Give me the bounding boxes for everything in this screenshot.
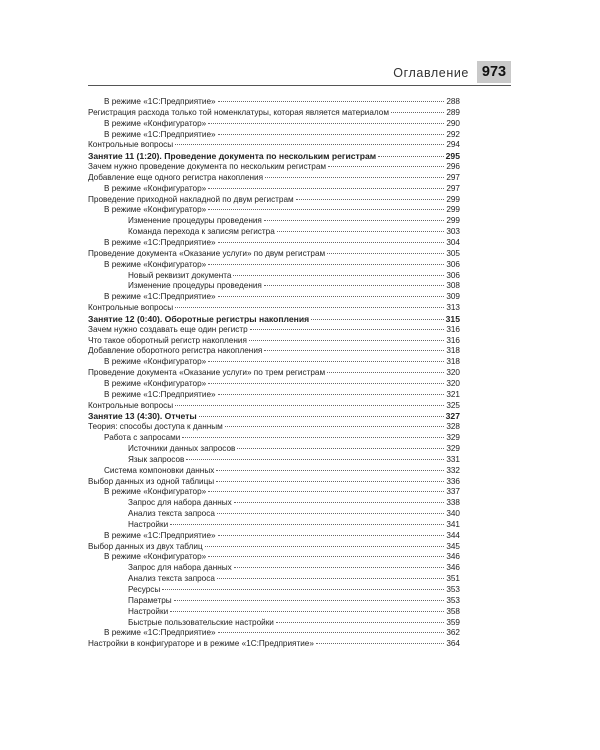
toc-entry-page: 295 [445, 151, 460, 162]
toc-entry-title: В режиме «1С:Предприятие» [104, 292, 216, 302]
dot-leader [218, 535, 445, 536]
toc-entry-row [88, 368, 460, 379]
header-title: Оглавление [393, 66, 469, 80]
toc-entry-row [88, 108, 460, 119]
toc-entry-title: Параметры [128, 595, 172, 605]
toc-entry-page: 345 [446, 541, 460, 551]
dot-leader [208, 383, 444, 384]
toc-entry-title: Регистрация расхода только той номенклатуры, которая является материалом [88, 107, 389, 117]
dot-leader [162, 589, 444, 590]
toc-entry-row [88, 119, 460, 130]
dot-leader [208, 188, 444, 189]
toc-entry-row [88, 195, 460, 206]
dot-leader [237, 448, 444, 449]
toc-entry-row [88, 433, 460, 444]
toc-entry-page: 297 [446, 172, 460, 182]
dot-leader [316, 643, 444, 644]
toc-entry-row [88, 390, 460, 401]
toc-entry-page: 346 [446, 563, 460, 573]
toc-entry-title: В режиме «Конфигуратор» [104, 378, 207, 388]
toc-entry-title: Занятие 11 (1:20). Проведение документа по нескольким регистрам [88, 151, 377, 162]
toc-entry-row [88, 520, 460, 531]
toc-entry-title: Новый реквизит документа [128, 270, 232, 280]
dot-leader [264, 220, 444, 221]
dot-leader [182, 437, 444, 438]
toc-entry-page: 338 [446, 498, 460, 508]
dot-leader [208, 123, 444, 124]
dot-leader [175, 144, 444, 145]
toc-entry-row [88, 618, 460, 629]
dot-leader [378, 156, 444, 157]
header-rule [88, 85, 511, 86]
toc-chapter-row [88, 314, 460, 325]
dot-leader [277, 231, 445, 232]
toc-entry-page: 329 [446, 433, 460, 443]
toc-entry-row [88, 303, 460, 314]
toc-entry-row [88, 336, 460, 347]
toc-entry-title: Контрольные вопросы [88, 303, 174, 313]
toc-entry-page: 328 [446, 422, 460, 432]
toc-entry-page: 346 [446, 552, 460, 562]
toc-entry-title: Выбор данных из двух таблиц [88, 541, 203, 551]
toc-entry-page: 325 [446, 400, 460, 410]
toc-entry-page: 309 [446, 292, 460, 302]
toc-entry-page: 329 [446, 444, 460, 453]
dot-leader [264, 285, 444, 286]
toc-entry-row [88, 585, 460, 596]
toc-entry-page: 299 [446, 194, 460, 204]
dot-leader [208, 264, 444, 265]
toc-entry-row [88, 542, 460, 553]
toc-entry-title: Команда перехода к записям регистра [128, 227, 275, 237]
toc-entry-title: Система компоновки данных [104, 465, 215, 475]
toc-entry-page: 304 [446, 237, 460, 247]
toc-entry-page: 359 [446, 617, 460, 627]
toc-entry-page: 327 [445, 411, 460, 422]
toc-entry-title: Язык запросов [128, 454, 185, 464]
toc-entry-title: Теория: способы доступа к данным [88, 422, 223, 432]
toc-entry-row [88, 173, 460, 184]
dot-leader [328, 166, 444, 167]
toc-entry-page: 332 [446, 465, 460, 475]
dot-leader [218, 296, 445, 297]
dot-leader [327, 372, 444, 373]
toc-entry-page: 358 [446, 606, 460, 616]
toc-entry-row [88, 227, 460, 238]
dot-leader [250, 329, 445, 330]
toc-entry-title: Работа с запросами [104, 433, 181, 443]
toc-entry-title: Запрос для набора данных [128, 563, 232, 573]
toc-entry-row [88, 281, 460, 292]
toc-entry-row [88, 466, 460, 477]
toc-entry-page: 288 [446, 97, 460, 106]
toc-entry-page: 292 [446, 129, 460, 139]
dot-leader [218, 101, 445, 102]
toc-entry-page: 308 [446, 281, 460, 291]
toc-entry-page: 316 [446, 324, 460, 334]
dot-leader [264, 350, 444, 351]
toc-entry-title: Что такое оборотный регистр накопления [88, 335, 247, 345]
toc-entry-row [88, 552, 460, 563]
toc-entry-title: Проведение приходной накладной по двум регистрам [88, 194, 294, 204]
toc-entry-row [88, 271, 460, 282]
dot-leader [174, 600, 445, 601]
toc-entry-page: 336 [446, 476, 460, 486]
toc-entry-title: В режиме «Конфигуратор» [104, 487, 207, 497]
toc-entry-page: 299 [446, 205, 460, 215]
toc-entry-row [88, 162, 460, 173]
toc-entry-page: 318 [446, 357, 460, 367]
toc-entry-page: 340 [446, 509, 460, 519]
dot-leader [327, 253, 444, 254]
dot-leader [217, 513, 444, 514]
toc-entry-row [88, 205, 460, 216]
toc-entry-title: Ресурсы [128, 584, 161, 594]
toc-entry-title: В режиме «1С:Предприятие» [104, 530, 216, 540]
dot-leader [208, 491, 444, 492]
dot-leader [218, 242, 445, 243]
running-header [88, 60, 511, 86]
toc-entry-title: Контрольные вопросы [88, 400, 174, 410]
toc-entry-page: 362 [446, 628, 460, 638]
toc-entry-row [88, 238, 460, 249]
toc-entry-row [88, 639, 460, 650]
dot-leader [216, 470, 444, 471]
toc-entry-title: Быстрые пользовательские настройки [128, 617, 274, 627]
toc-entry-page: 305 [446, 248, 460, 258]
dot-leader [276, 622, 444, 623]
toc-entry-title: Изменение процедуры проведения [128, 216, 262, 226]
toc-entry-row [88, 357, 460, 368]
toc-entry-page: 289 [446, 107, 460, 117]
toc-entry-page: 306 [446, 259, 460, 269]
toc-entry-row [88, 596, 460, 607]
toc-entry-title: Анализ текста запроса [128, 509, 215, 519]
toc-entry-row [88, 130, 460, 141]
toc-entry-row [88, 216, 460, 227]
toc-entry-page: 351 [446, 574, 460, 584]
toc-entry-page: 331 [446, 454, 460, 464]
dot-leader [234, 567, 445, 568]
dot-leader [217, 578, 444, 579]
dot-leader [249, 340, 444, 341]
dot-leader [296, 199, 445, 200]
toc-entry-title: Занятие 13 (4:30). Отчеты [88, 411, 197, 422]
toc-entry-page: 316 [446, 335, 460, 345]
dot-leader [170, 524, 444, 525]
toc-entry-row [88, 292, 460, 303]
toc-entry-title: Выбор данных из одной таблицы [88, 476, 215, 486]
toc-entry-page: 321 [446, 389, 460, 399]
toc-entry-title: Проведение документа «Оказание услуги» по трем регистрам [88, 368, 326, 378]
toc-chapter-row [88, 151, 460, 162]
toc-entry-title: Контрольные вопросы [88, 140, 174, 150]
toc-entry-row [88, 607, 460, 618]
toc-entry-title: В режиме «1С:Предприятие» [104, 237, 216, 247]
toc-entry-title: Анализ текста запроса [128, 574, 215, 584]
toc-entry-title: Изменение процедуры проведения [128, 281, 262, 291]
toc-entry-row [88, 531, 460, 542]
toc-entry-page: 290 [446, 118, 460, 128]
toc-entry-title: В режиме «Конфигуратор» [104, 183, 207, 193]
toc-entry-page: 344 [446, 530, 460, 540]
dot-leader [216, 481, 444, 482]
toc-entry-title: Настройки [128, 519, 169, 529]
toc-entry-row [88, 260, 460, 271]
dot-leader [234, 502, 445, 503]
toc-entry-title: Запрос для набора данных [128, 498, 232, 508]
toc-entry-title: В режиме «1С:Предприятие» [104, 97, 216, 106]
toc-entry-title: Занятие 12 (0:40). Оборотные регистры накопления [88, 313, 310, 324]
dot-leader [199, 416, 444, 417]
toc-entry-row [88, 346, 460, 357]
toc-entry-page: 296 [446, 162, 460, 172]
dot-leader [175, 405, 444, 406]
toc-entry-title: В режиме «Конфигуратор» [104, 118, 207, 128]
toc-entry-row [88, 401, 460, 412]
toc-entry-row [88, 249, 460, 260]
dot-leader [208, 209, 444, 210]
toc-entry-row [88, 455, 460, 466]
dot-leader [170, 611, 444, 612]
toc-entry-row [88, 628, 460, 639]
toc-entry-row [88, 140, 460, 151]
toc-entry-row [88, 477, 460, 488]
toc-entry-row [88, 563, 460, 574]
toc-entry-row [88, 97, 460, 108]
toc-entry-row [88, 379, 460, 390]
dot-leader [225, 426, 445, 427]
toc-entry-title: В режиме «1С:Предприятие» [104, 389, 216, 399]
dot-leader [175, 307, 444, 308]
toc-entry-row [88, 487, 460, 498]
toc-entry-title: Добавление оборотного регистра накопления [88, 346, 263, 356]
toc-entry-page: 337 [446, 487, 460, 497]
dot-leader [208, 361, 444, 362]
toc-entry-page: 306 [446, 270, 460, 280]
toc-entry-page: 320 [446, 378, 460, 388]
dot-leader [311, 319, 443, 320]
toc-entry-row [88, 574, 460, 585]
page-number: 973 [477, 61, 511, 83]
toc-entry-title: В режиме «1С:Предприятие» [104, 628, 216, 638]
toc-entry-title: Настройки в конфигураторе и в режиме «1С:Предприятие» [88, 639, 314, 649]
toc-chapter-row [88, 411, 460, 422]
toc-entry-row [88, 509, 460, 520]
dot-leader [218, 632, 445, 633]
toc-entry-page: 318 [446, 346, 460, 356]
toc-entry-title: В режиме «Конфигуратор» [104, 259, 207, 269]
toc-entry-title: Проведение документа «Оказание услуги» по двум регистрам [88, 248, 326, 258]
toc-entry-row [88, 325, 460, 336]
toc-entry-title: В режиме «Конфигуратор» [104, 552, 207, 562]
toc-entry-title: В режиме «Конфигуратор» [104, 205, 207, 215]
dot-leader [186, 459, 444, 460]
toc-entry-page: 297 [446, 183, 460, 193]
toc-entry-page: 294 [446, 140, 460, 150]
toc-entry-title: Зачем нужно создавать еще один регистр [88, 324, 248, 334]
dot-leader [265, 177, 444, 178]
dot-leader [208, 556, 444, 557]
toc-entry-page: 320 [446, 368, 460, 378]
toc-entry-page: 299 [446, 216, 460, 226]
toc-entry-row [88, 184, 460, 195]
toc-entry-title: В режиме «Конфигуратор» [104, 357, 207, 367]
toc-entry-page: 315 [445, 313, 460, 324]
dot-leader [218, 134, 445, 135]
toc-entry-title: Источники данных запросов [128, 444, 236, 453]
toc-entry-page: 353 [446, 584, 460, 594]
dot-leader [218, 394, 445, 395]
dot-leader [205, 546, 445, 547]
dot-leader [391, 112, 444, 113]
toc-entry-page: 341 [446, 519, 460, 529]
toc-entry-title: Зачем нужно проведение документа по нескольким регистрам [88, 162, 327, 172]
toc-entry-row [88, 498, 460, 509]
toc-entry-title: Добавление еще одного регистра накопления [88, 172, 264, 182]
toc-entry-row [88, 444, 460, 455]
toc-entry-title: В режиме «1С:Предприятие» [104, 129, 216, 139]
toc-entry-page: 353 [446, 595, 460, 605]
table-of-contents [88, 97, 460, 650]
toc-entry-page: 303 [446, 227, 460, 237]
toc-entry-page: 364 [446, 639, 460, 649]
toc-entry-row [88, 422, 460, 433]
toc-entry-page: 313 [446, 303, 460, 313]
toc-entry-title: Настройки [128, 606, 169, 616]
dot-leader [233, 275, 444, 276]
